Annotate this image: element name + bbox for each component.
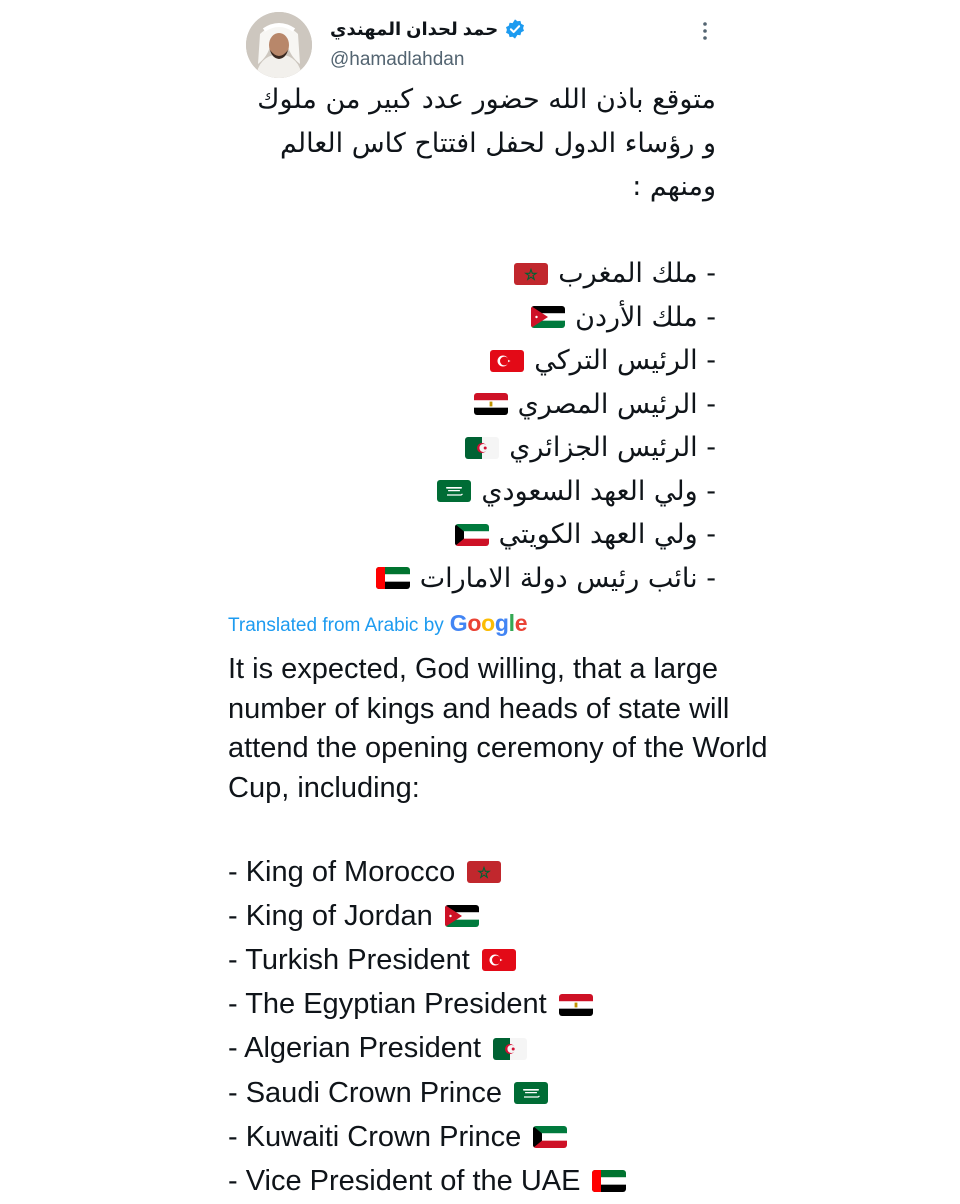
saudi-arabia-flag-icon: [514, 1082, 548, 1104]
list-item-text: - الرئيس التركي: [534, 345, 716, 376]
list-item-text: - Algerian President: [228, 1032, 482, 1065]
list-item: [228, 1159, 788, 1203]
list-item-text: - ملك المغرب: [558, 258, 716, 289]
algeria-flag-icon: [465, 437, 499, 459]
list-item: [228, 1115, 788, 1159]
list-item-text: - King of Morocco: [228, 855, 456, 888]
kuwait-flag-icon: [533, 1126, 567, 1148]
translation-label[interactable]: Translated from Arabic by: [228, 615, 444, 636]
list-item: [228, 894, 788, 938]
egypt-flag-icon: [559, 994, 593, 1016]
list-item-text: - Kuwaiti Crown Prince: [228, 1120, 522, 1153]
arabic-intro-line: و رؤساء الدول لحفل افتتاح كاس العالم: [279, 127, 716, 159]
list-item-text: - نائب رئيس دولة الامارات: [419, 562, 716, 594]
list-item: [230, 426, 716, 470]
list-item: [228, 938, 788, 982]
more-options-icon[interactable]: [694, 20, 716, 42]
author-handle[interactable]: @hamadlahdan: [330, 49, 465, 70]
list-item: [230, 296, 716, 340]
translation-attribution[interactable]: [228, 610, 527, 637]
list-item-text: - الرئيس الجزائري: [509, 432, 716, 463]
list-item-text: - ولي العهد الكويتي: [498, 519, 716, 550]
arabic-intro-text: [230, 78, 716, 209]
author-display-name[interactable]: حمد لحدان المهندي: [330, 18, 499, 39]
list-item-text: - Saudi Crown Prince: [228, 1076, 502, 1109]
avatar[interactable]: [246, 12, 312, 78]
author-name-row[interactable]: [330, 14, 526, 44]
list-item: [228, 983, 788, 1027]
egypt-flag-icon: [474, 393, 508, 415]
list-item-text: - ولي العهد السعودي: [481, 475, 716, 507]
jordan-flag-icon: [445, 905, 479, 927]
saudi-arabia-flag-icon: [437, 480, 471, 502]
kuwait-flag-icon: [455, 524, 489, 546]
list-item: [230, 513, 716, 557]
list-item: [228, 850, 788, 894]
list-item: [230, 339, 716, 383]
list-item: [228, 1027, 788, 1071]
list-item-text: - King of Jordan: [228, 899, 433, 932]
tweet-text-arabic: [230, 78, 716, 600]
list-item-text: - الرئيس المصري: [517, 388, 716, 420]
list-item: [230, 252, 716, 296]
uae-flag-icon: [592, 1170, 626, 1192]
algeria-flag-icon: [493, 1038, 527, 1060]
arabic-intro-line: ومنهم :: [632, 171, 716, 202]
list-item: [230, 557, 716, 601]
morocco-flag-icon: [467, 861, 501, 883]
list-item-text: - The Egyptian President: [228, 988, 547, 1021]
translated-leaders-list: [228, 850, 788, 1204]
turkey-flag-icon: [482, 949, 516, 971]
verified-badge-icon: [504, 18, 526, 40]
list-item-text: - Vice President of the UAE: [228, 1164, 581, 1197]
list-item: [230, 470, 716, 514]
arabic-intro-line: متوقع باذن الله حضور عدد كبير من ملوك: [257, 84, 716, 115]
uae-flag-icon: [376, 567, 410, 589]
list-item-text: - Turkish President: [228, 943, 470, 976]
translated-intro-text: It is expected, God willing, that a large number of kings and heads of state will attend the opening ceremony of the World Cup, including:: [228, 653, 768, 804]
jordan-flag-icon: [531, 306, 565, 328]
list-item: [230, 383, 716, 427]
google-logo: Google: [449, 610, 528, 636]
list-item-text: - ملك الأردن: [575, 301, 716, 333]
arabic-leaders-list: [230, 252, 716, 600]
turkey-flag-icon: [490, 350, 524, 372]
morocco-flag-icon: [514, 263, 548, 285]
list-item: [228, 1071, 788, 1115]
